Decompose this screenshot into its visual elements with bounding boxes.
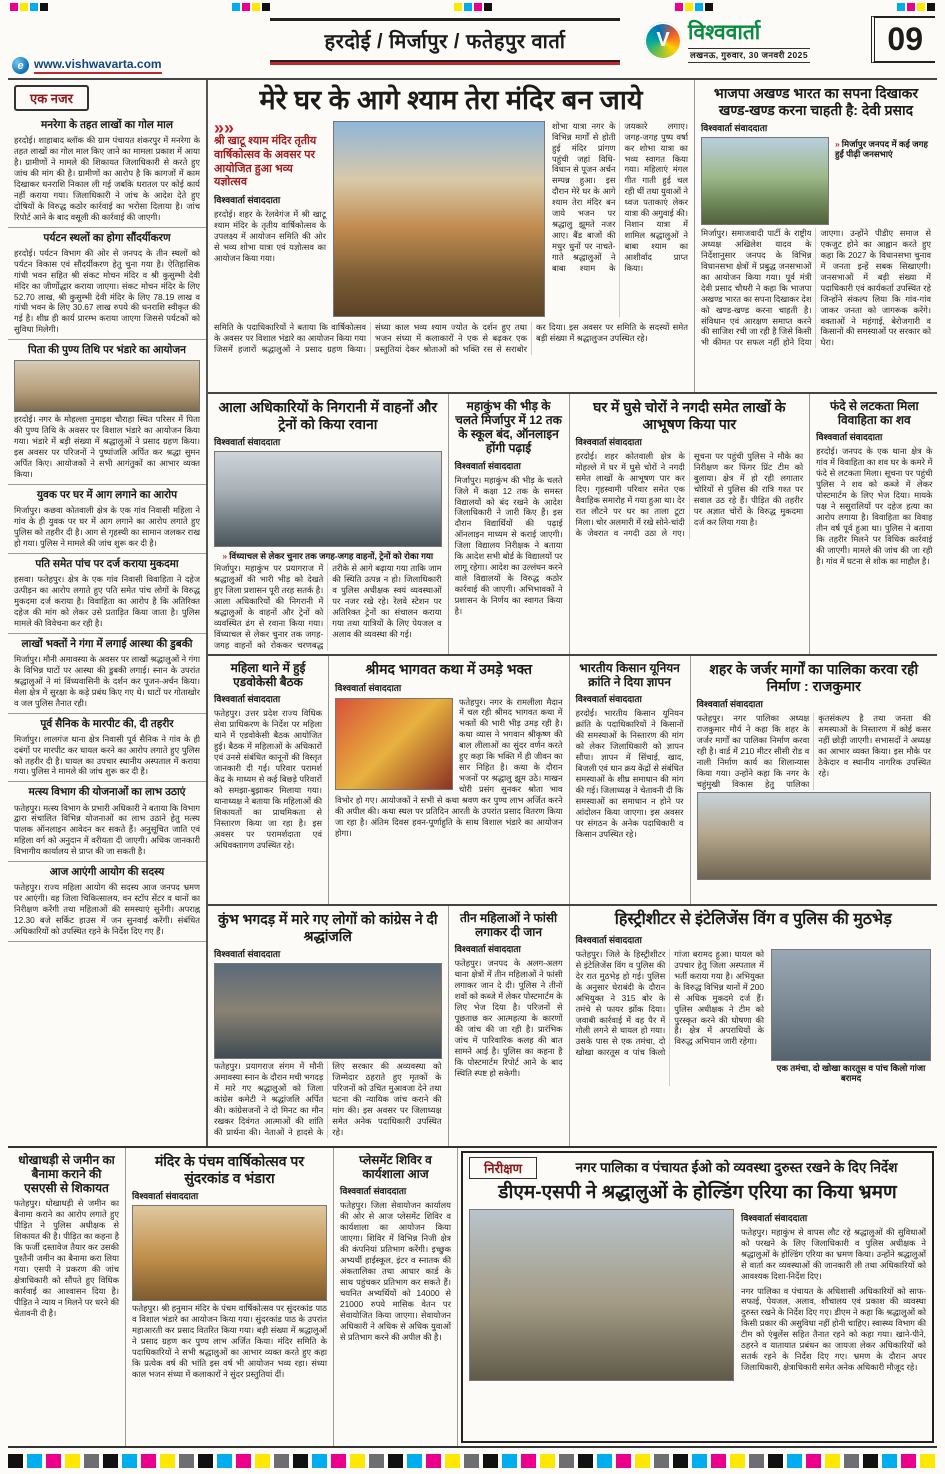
brief-manrega	[8, 115, 206, 228]
article-body: मिर्जापुर। महाकुंभ की भीड़ के चलते जिले में कक्षा 12 तक के समस्त विद्यालयों को बंद रखने के आदेश जिलाधिकारी ने जारी किए हैं। इस दौरान विद्यार्थियों की पढ़ाई ऑनलाइन माध्यम से कराई जाएगी। जिला विद्यालय निरीक्षक ने बताया कि आदेश सभी बोर्ड के विद्यालयों पर लागू रहेगा। आदेश का उल्लंघन करने वाले विद्यालयों के विरुद्ध कठोर कार्रवाई की जाएगी। अभिभावकों ने प्रशासन के निर्णय का स्वागत किया है।	[454, 474, 563, 616]
byline: विश्ववार्ता संवाददाता	[454, 944, 521, 955]
quote-mark-icon: »»	[214, 117, 235, 138]
katha-photo	[335, 698, 453, 790]
inspection-walk-photo	[469, 1209, 734, 1381]
road-inauguration-photo	[697, 792, 931, 880]
news-briefs-sidebar	[8, 80, 208, 1146]
article-body: फतेहपुर। नगर के रामलीला मैदान में चल रही श्रीमद भागवत कथा में भक्तों की भारी भीड़ उमड़ रही है। कथा व्यास ने भगवान श्रीकृष्ण की बाल लीलाओं का सुंदर वर्णन करते हुए कहा कि भक्ति में ही जीवन का सार निहित है। कथा के दौरान भजनों पर श्रद्धालु झूम उठे। माखन चोरी प्रसंग सुनकर श्रोता भाव विभोर हो गए। आयोजकों ने सभी से कथा श्रवण कर पुण्य लाभ अर्जित करने की अपील की। कथा स्थल पर प्रतिदिन आरती के उपरांत प्रसाद वितरण किया जा रहा है। अंतिम दिवस हवन-पूर्णाहुति के साथ विशाल भंडारे का आयोजन होगा।	[335, 696, 563, 838]
article-body: हरदोई। जनपद के एक थाना क्षेत्र के गांव में विवाहिता का शव घर के कमरे में फंदे से लटकता मिला। सूचना पर पहुंची पुलिस ने शव को कब्जे में लेकर पोस्टमार्टम के लिए भेज दिया। मायके पक्ष ने ससुरालियों पर दहेज हत्या का आरोप लगाया है। विवाहिता का विवाह तीन वर्ष पूर्व हुआ था। पुलिस ने बताया कि तहरीर मिलने पर विधिक कार्रवाई की जाएगी। मामले की जांच की जा रही है। गांव में घटना से शोक का माहौल है।	[816, 446, 933, 566]
article-headline: मंदिर के पंचम वार्षिकोत्सव पर सुंदरकांड व भंडारा	[154, 1153, 305, 1186]
byline: विश्ववार्ता संवाददाता	[214, 949, 281, 960]
byline: विश्ववार्ता संवाददाता	[816, 432, 883, 443]
article-advocacy-meeting	[208, 656, 329, 904]
byline: विश्ववार्ता संवाददाता	[454, 460, 521, 471]
content-area	[8, 80, 937, 1148]
brief-headline: पिता की पुण्य तिथि पर भंडारे का आयोजन	[28, 344, 186, 357]
article-headline: फंदे से लटकता मिला विवाहिता का शव	[829, 399, 919, 428]
photo-caption: » विंध्याचल से लेकर चुनार तक जगह-जगह वाहनों, ट्रेनों को रोका गया	[222, 551, 434, 562]
article-three-women	[449, 906, 570, 1146]
article-congress-tribute	[208, 906, 449, 1146]
byline: विश्ववार्ता संवाददाता	[741, 1212, 808, 1223]
brief-headline: युवक पर घर में आग लगाने का आरोप	[36, 489, 178, 501]
article-body: हरदोई। भारतीय किसान यूनियन क्रांति के पदाधिकारियों ने किसानों की समस्याओं के निस्तारण की मांग को लेकर जिलाधिकारी को ज्ञापन सौंपा। ज्ञापन में सिंचाई, खाद, बिजली एवं धान क्रय केंद्रों से संबंधित समस्याओं के शीघ्र समाधान की मांग की गई। जिलाध्यक्ष ने चेतावनी दी कि समस्याओं का समाधान न होने पर आंदोलन किया जाएगा। इस अवसर पर संगठन के अनेक पदाधिकारी व किसान उपस्थित रहे।	[575, 708, 684, 839]
article-headline: श्रीमद भागवत कथा में उमड़े भक्त	[365, 661, 533, 677]
article-body: फतेहपुर। उत्तर प्रदेश राज्य विधिक सेवा प्राधिकरण के निर्देश पर महिला थाने में एडवोकेसी बैठक आयोजित हुई। बैठक में महिलाओं के अधिकारों एवं उनसे संबंधित कानूनों की विस्तृत जानकारी दी गई। परिवार परामर्श केंद्र के माध्यम से कई बिछड़े परिवारों को समझा-बुझाकर मिलाया गया। थानाध्यक्ष ने बताया कि महिलाओं की शिकायतों का प्राथमिकता से निस्तारण किया जा रहा है। इस अवसर पर परामर्शदाता एवं अधिवक्तागण उपस्थित रहे।	[214, 708, 322, 850]
globe-icon: e	[12, 57, 29, 74]
masthead	[644, 18, 810, 63]
brief-body: फतेहपुर। राज्य महिला आयोग की सदस्य आज जनपद भ्रमण पर आएंगी। वह जिला चिकित्सालय, वन स्टॉप सेंटर व थानों का निरीक्षण करेंगी तथा महिलाओं की समस्याएं सुनेंगी। अपराह्न 12.30 बजे सर्किट हाउस में जन सुनवाई करेंगी। संबंधित अधिकारियों को उपस्थित रहने के निर्देश दिए गए हैं।	[14, 882, 200, 937]
byline: विश्ववार्ता संवाददाता	[340, 1186, 407, 1197]
byline: विश्ववार्ता संवाददाता	[132, 1191, 199, 1202]
article-headline: महाकुंभ की भीड़ के चलते मिर्जापुर में 12 तक के स्कूल बंद, ऑनलाइन होंगी पढ़ाई	[455, 399, 562, 456]
article-headline: कुंभ भगदड़ में मारे गए लोगों को कांग्रेस ने दी श्रद्धांजलि	[218, 911, 438, 944]
section-title-box	[270, 18, 620, 63]
byline: विश्ववार्ता संवाददाता	[575, 934, 642, 945]
caption-marker-icon: »	[834, 139, 840, 150]
encounter-photo	[771, 949, 931, 1061]
article-temple-anniversary	[126, 1148, 334, 1446]
sundarkand-photo	[132, 1205, 327, 1301]
page-number: 09	[871, 16, 935, 63]
bhandara-photo	[14, 360, 200, 412]
article-body: शोभा यात्रा नगर के विभिन्न मार्गों से होती हुई मंदिर प्रांगण पहुंची जहां विधि-विधान से पूजन अर्चन सम्पन्न हुआ। इस दौरान मेरे घर के आगे श्याम तेरा मंदिर बन जाये भजन पर श्रद्धालु झूमते नजर आए। बैंड बाजों की मधुर धुनों पर नाचते-गाते श्रद्धालुओं ने बाबा श्याम के जयकारे लगाए। जगह-जगह पुष्प वर्षा कर शोभा यात्रा का भव्य स्वागत किया गया। महिलाएं मंगल गीत गाती हुई चल रही थीं तथा युवाओं ने ध्वज पताकाएं लेकर यात्रा की अगुवाई की। निशान यात्रा में शामिल श्रद्धालुओं ने बाबा श्याम का आशीर्वाद प्राप्त किया।	[552, 120, 688, 273]
brief-headline: पति समेत पांच पर दर्ज कराया मुकदमा	[35, 557, 179, 570]
article-headline: घर में घुसे चोरों ने नगदी समेत लाखों के आभूषण किया पार	[593, 399, 786, 432]
byline: विश्ववार्ता संवाददाता	[214, 694, 281, 705]
article-headline: प्लेसमेंट शिविर व कार्यशाला आज	[359, 1153, 432, 1182]
byline: विश्ववार्ता संवाददाता	[575, 437, 642, 448]
brief-body: हसवा। फतेहपुर। क्षेत्र के एक गांव निवासी विवाहिता ने दहेज उत्पीड़न का आरोप लगाते हुए पति समेत पांच लोगों के विरुद्ध मुकदमा दर्ज कराया है। विवाहिता का आरोप है कि अतिरिक्त दहेज की मांग को लेकर उसे प्रताड़ित किया जाता है। पुलिस मामले की विवेचना कर रही है।	[14, 574, 200, 628]
article-body: हरदोई। शहर के रेलवेगंज में श्री खाटू श्याम मंदिर के तृतीय वार्षिकोत्सव के उपलक्ष्य में आयोजन समिति की ओर से भव्य शोभा यात्रा एवं यज्ञोत्सव का आयोजन किया गया।	[214, 209, 326, 263]
brief-bhandara	[8, 340, 206, 485]
article-officers-monitoring	[208, 394, 449, 654]
station-photo	[214, 451, 442, 547]
article-khatu-shyam	[208, 80, 695, 392]
brief-case	[8, 554, 206, 634]
article-headline: आला अधिकारियों के निगरानी में वाहनों और ट्रेनों को किया रवाना	[218, 399, 438, 432]
shobha-yatra-photo	[333, 121, 545, 317]
kicker-label: निरीक्षण	[469, 1157, 537, 1179]
article-body: फतेहपुर। जिले के हिस्ट्रीशीटर से इंटेलिजेंस विंग व पुलिस की देर रात मुठभेड़ हो गई। पुलिस के अनुसार घेराबंदी के दौरान अभियुक्त ने 315 बोर के तमंचे से फायर झोंक दिया। जवाबी कार्रवाई में वह पैर में गोली लगने से घायल हो गया। उसके पास से एक तमंचा, दो खोखा कारतूस व पांच किलो गांजा बरामद हुआ। घायल को उपचार हेतु जिला अस्पताल में भर्ती कराया गया है। अभियुक्त के विरुद्ध विभिन्न थानों में 200 से अधिक मुकदमे दर्ज हैं। पुलिस अधीक्षक ने टीम को पुरस्कृत करने की घोषणा की है। क्षेत्र में अपराधियों के विरुद्ध अभियान जारी रहेगा।	[575, 948, 764, 1058]
article-dm-sp-inspection	[458, 1148, 937, 1446]
brief-body: मिर्जापुर। लालगंज थाना क्षेत्र निवासी पूर्व सैनिक ने गांव के ही दबंगों पर मारपीट कर घायल करने का आरोप लगाते हुए पुलिस को तहरीर दी है। घायल का उपचार स्थानीय अस्पताल में कराया गया। पुलिस ने मामले की जांच शुरू कर दी है।	[14, 733, 200, 777]
article-headline: भाजपा अखण्ड भारत का सपना दिखाकर खण्ड-खण्ड करना चाहती है: देवी प्रसाद	[713, 85, 919, 118]
brief-body: हरदोई। पर्यटन विभाग की ओर से जनपद के तीन स्थलों को पर्यटन विकास एवं सौंदर्यीकरण हेतु चुना गया है। ऐतिहासिक गांधी भवन सहित श्री संकट मोचन मंदिर व श्री कुसुम्भी देवी मंदिर का जीर्णोद्धार कराया जाएगा। संकट मोचन मंदिर के लिए 52.70 लाख, श्री कुसुम्भी देवी मंदिर के लिए 78.19 लाख व गांधी भवन के लिए 30.67 लाख रुपये की धनराशि स्वीकृत की गई है। शीघ्र ही कार्य प्रारम्भ कराया जाएगा जिससे पर्यटकों को सुविधा मिलेगी।	[14, 247, 200, 335]
brief-body: फतेहपुर। मत्स्य विभाग के प्रभारी अधिकारी ने बताया कि विभाग द्वारा संचालित विभिन्न योजनाओं का लाभ उठाने हेतु मत्स्य पालक ऑनलाइन आवेदन कर सकते हैं। अनुसूचित जाति एवं महिला वर्ग को अनुदान में वरीयता दी जाएगी। अधिक जानकारी विभागीय कार्यालय से प्राप्त की जा सकती है।	[14, 802, 200, 857]
brief-body: हरदोई। नगर के मोहल्ला नुमाइश चौराहा स्थित परिसर में पिता की पुण्य तिथि के अवसर पर विशाल भंडारे का आयोजन किया गया। भंडारे में बड़ी संख्या में श्रद्धालुओं ने प्रसाद ग्रहण किया। इस अवसर पर परिजनों ने पुष्पांजलि अर्पित कर श्रद्धा सुमन अर्पित किए। आयोजकों ने सभी आगंतुकों का आभार व्यक्त किया।	[14, 414, 200, 480]
article-headline: शहर के जर्जर मार्गों का पालिका करवा रही निर्माण : राजकुमार	[709, 661, 919, 694]
brief-body: मिर्जापुर। मौनी अमावस्या के अवसर पर लाखों श्रद्धालुओं ने गंगा के विभिन्न घाटों पर आस्था की डुबकी लगाई। स्नान के उपरांत श्रद्धालुओं ने मां विंध्यवासिनी के दर्शन कर पूजन-अर्चन किया। मेला क्षेत्र में सुरक्षा के कड़े प्रबंध किए गए थे। घाटों पर गोताखोर व जल पुलिस तैनात रही।	[14, 653, 200, 708]
article-headline: भारतीय किसान यूनियन क्रांति ने दिया ज्ञापन	[579, 661, 680, 690]
brief-exserviceman	[8, 714, 206, 783]
lead-headline: मेरे घर के आगे श्याम तेरा मंदिर बन जाये	[259, 85, 643, 115]
article-body: फतेहपुर। प्रयागराज संगम में मौनी अमावस्या स्नान के दौरान मची भगदड़ में मारे गए श्रद्धालुओं को जिला कांग्रेस कमेटी ने श्रद्धांजलि अर्पित की। कांग्रेसजनों ने दो मिनट का मौन रखकर दिवंगत आत्माओं की शांति की प्रार्थना की। नेताओं ने हादसे के लिए सरकार की अव्यवस्था को जिम्मेदार ठहराते हुए मृतकों के परिजनों को उचित मुआवजा देने तथा घटना की न्यायिक जांच कराने की मांग की। इस अवसर पर जिलाध्यक्ष समेत अनेक पदाधिकारी उपस्थित रहे।	[214, 1061, 442, 1137]
article-body: मिर्जापुर। समाजवादी पार्टी के राष्ट्रीय अध्यक्ष अखिलेश यादव के निर्देशानुसार जनपद के विभिन्न विधानसभा क्षेत्रों में प्रबुद्ध जनसभाओं का आयोजन किया गया। पूर्व मंत्री देवी प्रसाद चौधरी ने कहा कि भाजपा अखण्ड भारत का सपना दिखाकर देश को खण्ड-खण्ड करना चाहती है। संविधान एवं आरक्षण समाप्त करने की साजिश रची जा रही है जिसे किसी भी कीमत पर सफल नहीं होने दिया जाएगा। उन्होंने पीडीए समाज से एकजुट होने का आह्वान करते हुए कहा कि 2027 के विधानसभा चुनाव में जनता इन्हें सबक सिखाएगी। जनसभाओं में बड़ी संख्या में पदाधिकारी एवं कार्यकर्ता उपस्थित रहे जिन्होंने संकल्प लिया कि गांव-गांव जाकर जनता को जागरूक करेंगे। वक्ताओं ने महंगाई, बेरोजगारी व किसानों की समस्याओं पर सरकार को घेरा।	[700, 228, 931, 348]
brief-fisheries	[8, 782, 206, 862]
brief-body: मिर्जापुर। कछवा कोतवाली क्षेत्र के एक गांव निवासी महिला ने गांव के ही युवक पर घर में आग लगाने का आरोप लगाते हुए पुलिस को तहरीर दी है। आग से गृहस्थी का सामान जलकर राख हो गया। पुलिस ने मामले की जांच शुरू कर दी है।	[14, 505, 200, 548]
website-url: www.vishwavarta.com	[34, 57, 162, 74]
article-headline: हिस्ट्रीशीटर से इंटेलिजेंस विंग व पुलिस की मुठभेड़	[614, 911, 892, 928]
article-placement-camp	[334, 1148, 458, 1446]
brief-commission-member	[8, 862, 206, 942]
brief-headline: लाखों भक्तों ने गंगा में लगाई आस्था की डुबकी	[21, 637, 193, 650]
byline: विश्ववार्ता संवाददाता	[214, 195, 281, 206]
sidebar-title: एक नजर	[14, 85, 89, 111]
article-body: फतेहपुर। श्री हनुमान मंदिर के पंचम वार्षिकोत्सव पर सुंदरकांड पाठ व विशाल भंडारे का आयोजन किया गया। सुंदरकांड पाठ के उपरांत महाआरती कर प्रसाद वितरित किया गया। बड़ी संख्या में श्रद्धालुओं ने प्रसाद ग्रहण कर पुण्य लाभ अर्जित किया। मंदिर समिति के पदाधिकारियों ने सभी श्रद्धालुओं का आभार व्यक्त करते हुए कहा कि प्रत्येक वर्ष की भांति इस वर्ष भी आयोजन भव्य रहा। संध्या काल भजन संध्या में कलाकारों ने सुंदर प्रस्तुतियां दीं।	[132, 1303, 327, 1379]
masthead-name: विश्ववार्ता	[688, 21, 761, 44]
masthead-logo-icon: V	[644, 22, 682, 60]
page-header	[8, 14, 937, 80]
tribute-photo	[214, 963, 442, 1059]
article-encounter	[570, 906, 937, 1146]
caption-marker-icon: »	[222, 551, 228, 562]
article-headline: धोखाधड़ी से जमीन का बैनामा कराने की एसएसी से शिकायत	[18, 1153, 115, 1196]
article-bhagwat-katha	[329, 656, 570, 904]
brief-arson	[8, 485, 206, 554]
article-headline: डीएम-एसपी ने श्रद्धालुओं के होल्डिंग एरिया का किया भ्रमण	[498, 1182, 897, 1203]
brief-headline: पूर्व सैनिक के मारपीट की, दी तहरीर	[40, 717, 174, 730]
photo-caption: एक तमंचा, दो खोखा कारतूस व पांच किलो गांजा बरामद	[776, 1062, 926, 1084]
section-title: हरदोई / मिर्जापुर / फतेहपुर वार्ता	[324, 31, 566, 53]
website-bar	[12, 57, 162, 74]
bottom-band	[8, 1148, 937, 1448]
article-body: मिर्जापुर। महाकुंभ पर प्रयागराज में श्रद्धालुओं की भारी भीड़ को देखते हुए जिला प्रशासन पूरी तरह सतर्क है। आला अधिकारियों की निगरानी में श्रद्धालुओं के वाहनों और ट्रेनों को व्यवस्थित ढंग से रवाना किया गया। विंध्याचल से लेकर चुनार तक जगह-जगह वाहनों को रोककर चरणबद्ध तरीके से आगे बढ़ाया गया ताकि जाम की स्थिति उत्पन्न न हो। जिलाधिकारी व पुलिस अधीक्षक स्वयं व्यवस्थाओं पर नजर रखे रहे। रेलवे स्टेशन पर अतिरिक्त ट्रेनों का संचालन कराया गया तथा यात्रियों के लिए पेयजल व अलाव की व्यवस्था की गई।	[214, 563, 442, 650]
article-land-fraud	[8, 1148, 126, 1446]
edition-dateline: लखनऊ, गुरुवार, 30 जनवरी 2025	[688, 48, 810, 63]
article-bjp-statement	[695, 80, 937, 392]
article-body: समिति के पदाधिकारियों ने बताया कि वार्षिकोत्सव के अवसर पर विशाल भंडारे का आयोजन किया गया जिसमें हजारों श्रद्धालुओं ने प्रसाद ग्रहण किया। संध्या काल भव्य श्याम ज्योत के दर्शन हुए तथा भजन संध्या में कलाकारों ने एक से बढ़कर एक प्रस्तुतियां देकर श्रोताओं को भक्ति रस से सराबोर कर दिया। इस अवसर पर समिति के सदस्यों समेत बड़ी संख्या में श्रद्धालुजन उपस्थित रहे।	[214, 321, 688, 354]
byline: विश्ववार्ता संवाददाता	[575, 694, 642, 705]
brief-headline: मत्स्य विभाग की योजनाओं का लाभ उठाएं	[28, 786, 186, 799]
article-body: नगर पालिका व पंचायत के अधिशासी अधिकारियों को साफ-सफाई, पेयजल, अलाव, शौचालय एवं प्रकाश की व्यवस्था दुरुस्त रखने के निर्देश दिए गए। डीएम ने कहा कि श्रद्धालुओं को किसी प्रकार की असुविधा नहीं होनी चाहिए। स्वास्थ्य विभाग की टीम को एंबुलेंस सहित तैनात रहने को कहा गया। खाने-पीने, ठहरने व यातायात प्रबंधन का जायजा लेकर अधिकारियों को सतर्क रहने के निर्देश दिए गए। भ्रमण के दौरान अपर जिलाधिकारी, क्षेत्राधिकारी समेत अनेक अधिकारी मौजूद रहे।	[741, 1285, 926, 1373]
article-schools-closed	[449, 394, 570, 654]
jansabha-photo	[701, 137, 829, 225]
brief-headline: मनरेगा के तहत लाखों का गोल माल	[41, 119, 173, 131]
print-registration-marks-top	[8, 0, 937, 14]
article-body: फतेहपुर। महाकुंभ से वापस लौट रहे श्रद्धालुओं की सुविधाओं को परखने के लिए जिलाधिकारी व पुलिस अधीक्षक ने श्रद्धालुओं के होल्डिंग एरिया का भ्रमण किया। उन्होंने श्रद्धालुओं से वार्ता कर व्यवस्थाओं की जानकारी ली तथा अधिकारियों को आवश्यक दिशा-निर्देश दिए।	[741, 1226, 926, 1281]
lead-subhead: श्री खाटू श्याम मंदिर तृतीय वार्षिकोत्सव के अवसर पर आयोजित हुआ भव्य यज्ञोत्सव	[214, 135, 317, 189]
article-body-found	[810, 394, 937, 654]
brief-headline: आज आएंगी आयोग की सदस्य	[49, 866, 165, 879]
brief-headline: पर्यटन स्थलों का होगा सौंदर्यीकरण	[43, 231, 171, 244]
byline: विश्ववार्ता संवाददाता	[700, 123, 768, 134]
article-headline: महिला थाने में हुई एडवोकेसी बैठक	[230, 661, 306, 690]
byline: विश्ववार्ता संवाददाता	[696, 699, 763, 710]
article-kisan-union	[570, 656, 691, 904]
byline: विश्ववार्ता संवाददाता	[214, 437, 281, 448]
title-accent-rule	[270, 62, 620, 65]
article-body: हरदोई। शहर कोतवाली क्षेत्र के मोहल्ले में घर में घुसे चोरों ने नगदी समेत लाखों के आभूषण पार कर दिए। गृहस्वामी परिवार समेत एक वैवाहिक समारोह में गया हुआ था। देर रात लौटने पर घर का ताला टूटा मिला। चोर अलमारी में रखे सोने-चांदी के जेवरात व नगदी उठा ले गए। सूचना पर पहुंची पुलिस ने मौके का निरीक्षण कर फिंगर प्रिंट टीम को बुलाया। क्षेत्र में हो रही लगातार चोरियों से पुलिस की रात्रि गश्त पर सवाल उठ रहे हैं। पीड़ित की तहरीर पर अज्ञात चोरों के विरुद्ध मुकदमा दर्ज कर लिया गया है।	[575, 451, 804, 538]
brief-tourism	[8, 228, 206, 341]
article-headline: तीन महिलाओं ने फांसी लगाकर दी जान	[460, 911, 558, 940]
article-theft	[570, 394, 811, 654]
article-body: फतेहपुर। नगर पालिका अध्यक्ष राजकुमार मौर्य ने कहा कि शहर के जर्जर मार्गों का पालिका निर्माण करवा रही है। वार्ड में 210 मीटर सीसी रोड व नाली निर्माण कार्य का शिलान्यास किया गया। उन्होंने कहा कि नगर के चहुंमुखी विकास हेतु पालिका कृतसंकल्प है तथा जनता की समस्याओं के निस्तारण में कोई कसर नहीं छोड़ी जाएगी। सभासदों ने अध्यक्ष का आभार व्यक्त किया। इस मौके पर ठेकेदार व स्थानीय नागरिक उपस्थित रहे।	[696, 713, 931, 789]
byline: विश्ववार्ता संवाददाता	[335, 682, 402, 693]
photo-caption: » मिर्जापुर जनपद में कई जगह हुईं पीढ़ी जनसभाएं	[834, 139, 928, 160]
main-article-grid	[208, 80, 937, 1146]
article-body: फतेहपुर। जिला सेवायोजन कार्यालय की ओर से आज प्लेसमेंट शिविर व कार्यशाला का आयोजन किया जाएगा। शिविर में विभिन्न निजी क्षेत्र की कंपनियां प्रतिभाग करेंगी। इच्छुक अभ्यर्थी हाईस्कूल, इंटर व स्नातक की अंकतालिका तथा आधार कार्ड के साथ पहुंचकर प्रतिभाग कर सकते हैं। चयनित अभ्यर्थियों को 14000 से 21000 रुपये मासिक वेतन पर सेवायोजित किया जाएगा। सेवायोजन अधिकारी ने अधिक से अधिक युवाओं से प्रतिभाग करने की अपील की है।	[340, 1200, 451, 1342]
article-body: फतेहपुर। धोखाधड़ी से जमीन का बैनामा कराने का आरोप लगाते हुए पीड़ित ने पुलिस अधीक्षक से शिकायत की है। पीड़ित का कहना है कि फर्जी दस्तावेज तैयार कर उसकी पुश्तैनी जमीन का बैनामा करा लिया गया। एसपी ने प्रकरण की जांच क्षेत्राधिकारी को सौंपते हुए विधिक कार्रवाई का आश्वासन दिया है। पीड़ित ने न्याय न मिलने पर धरने की चेतावनी दी है।	[14, 1198, 119, 1318]
print-color-bar-bottom	[8, 1454, 937, 1468]
brief-ganga-snan	[8, 634, 206, 714]
article-road-construction	[691, 656, 937, 904]
brief-body: हरदोई। शाहाबाद ब्लॉक की ग्राम पंचायत शंकरपुर में मनरेगा के तहत लाखों का गोल माल किए जाने का मामला प्रकाश में आया है। ग्रामीणों ने मामले की शिकायत जिलाधिकारी से करते हुए जांच की मांग की है। ग्रामीणों का आरोप है कि कागजों में काम दिखाकर धनराशि निकाल ली गई जबकि धरातल पर कोई कार्य नहीं कराया गया। जिलाधिकारी ने जांच के आदेश देते हुए दोषियों के विरुद्ध कठोर कार्रवाई का भरोसा दिलाया है। जांच रिपोर्ट आने के बाद वसूली की कार्रवाई की जाएगी।	[14, 135, 200, 222]
secondary-headline: नगर पालिका व पंचायत ईओ को व्यवस्था दुरुस्त रखने के दिए निर्देश	[575, 1160, 898, 1176]
article-body: फतेहपुर। जनपद के अलग-अलग थाना क्षेत्रों में तीन महिलाओं ने फांसी लगाकर जान दे दी। पुलिस ने तीनों शवों को कब्जे में लेकर पोस्टमार्टम के लिए भेज दिया है। परिजनों से पूछताछ कर आत्महत्या के कारणों की जांच की जा रही है। प्रारंभिक जांच में पारिवारिक कलह की बात सामने आई है। पुलिस का कहना है कि पोस्टमार्टम रिपोर्ट आने के बाद स्थिति स्पष्ट हो सकेगी।	[454, 958, 563, 1078]
